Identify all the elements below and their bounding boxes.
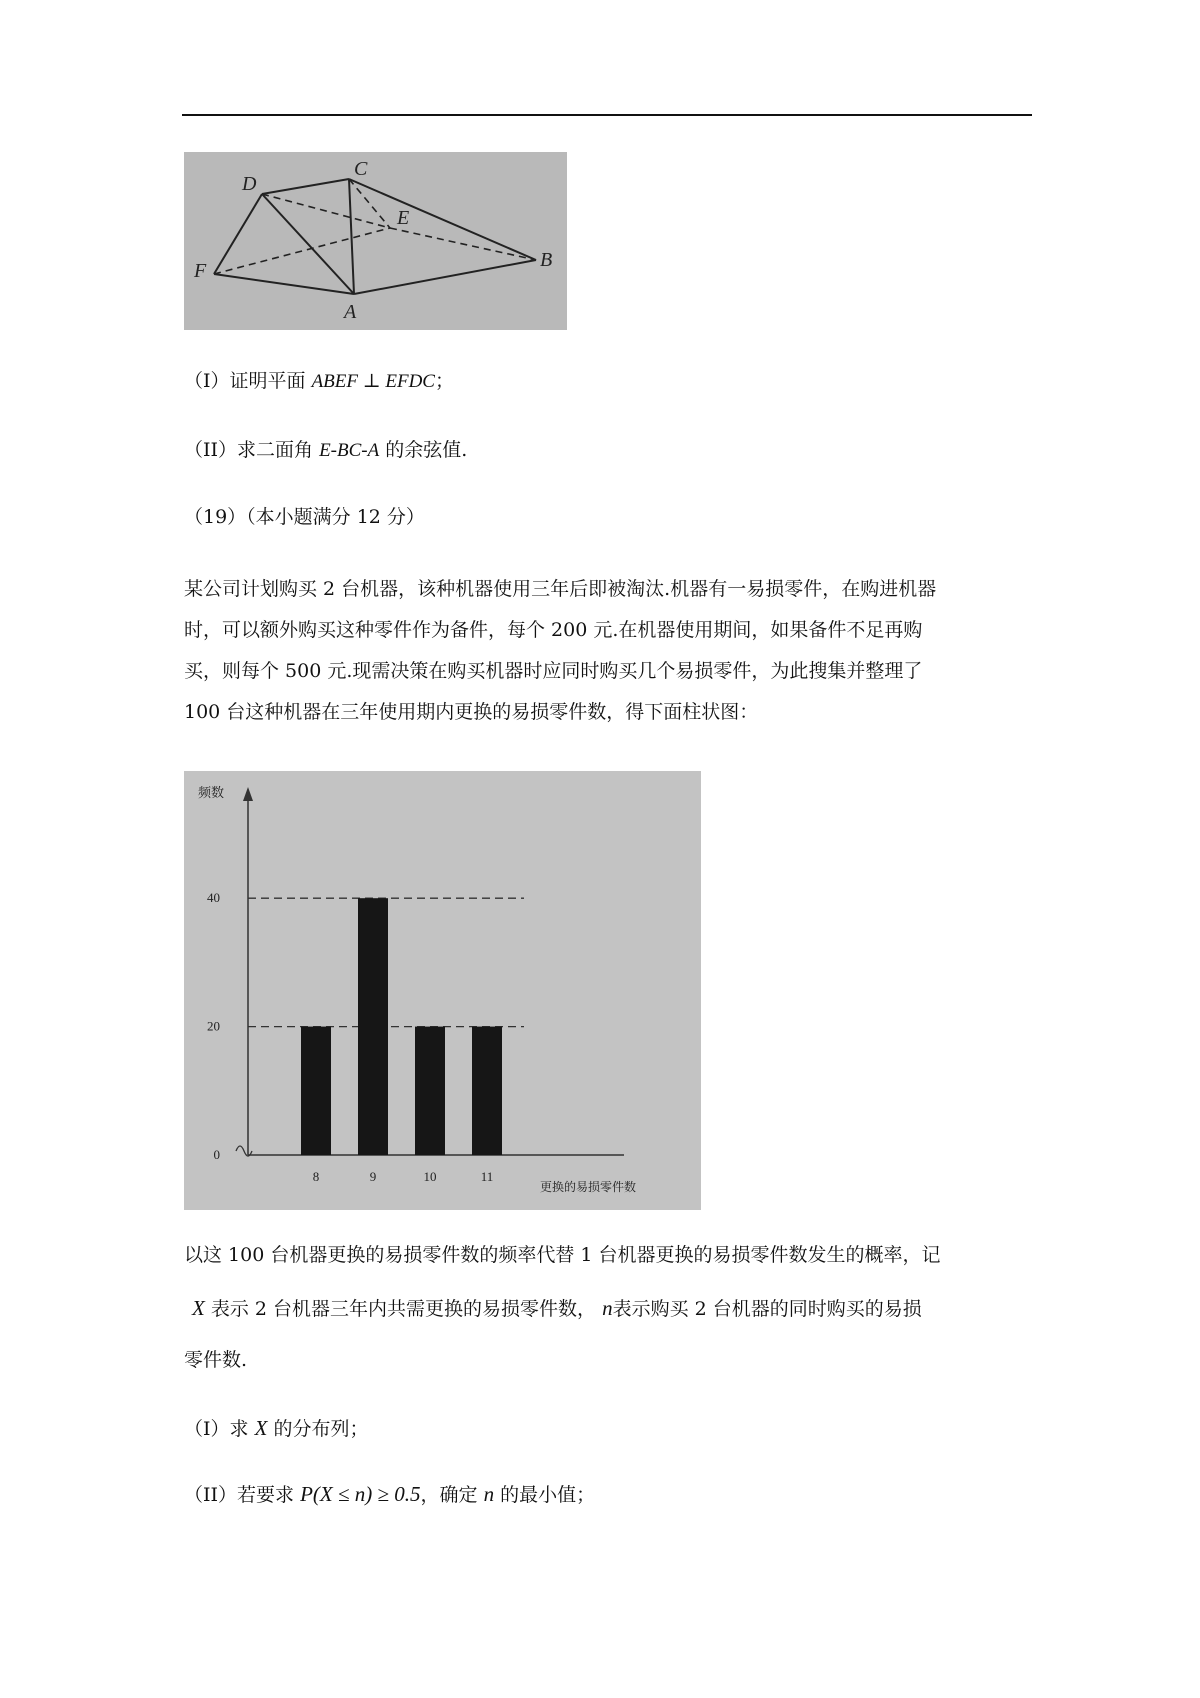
edge-df [214, 194, 262, 274]
y-axis-arrow [243, 787, 253, 801]
q19-intro-line-3: 买，则每个 500 元.现需决策在购买机器时应同时购买几个易损零件，为此搜集并整理了 [184, 660, 923, 682]
q19-after-line-2-end: 表示购买 2 台机器的同时购买的易损 [612, 1298, 922, 1320]
edge-cb [349, 179, 536, 260]
q18-part2 [184, 441, 467, 460]
bar-11 [472, 1027, 502, 1155]
edge-fa [214, 274, 354, 294]
bar-chart-figure [184, 771, 701, 1210]
header-rule [182, 114, 1032, 116]
x-tick-11: 11 [480, 1169, 494, 1184]
y-axis-label: 频数 [198, 785, 225, 800]
label-e: E [397, 207, 410, 229]
edge-ce-dashed [349, 179, 390, 228]
q18-part1-math: ABEF ⊥ EFDC [311, 371, 435, 392]
q19-after-line-2 [192, 1298, 922, 1319]
edge-eb-dashed [390, 228, 536, 260]
polyhedron-svg [184, 152, 567, 330]
q18-part2-math: E-BC-A [319, 440, 380, 461]
q19-after-line-3: 零件数. [184, 1349, 248, 1371]
q18-part1-suffix: ； [434, 370, 454, 392]
q19-intro-line-4: 100 台这种机器在三年使用期内更换的易损零件数，得下面柱状图： [184, 701, 759, 723]
var-n: n [602, 1296, 613, 1320]
q19-part2-var: n [483, 1482, 495, 1506]
edge-de-dashed [262, 194, 390, 228]
bar-9 [358, 898, 388, 1155]
q19-part1-suffix: 的分布列； [273, 1418, 369, 1440]
x-tick-9: 9 [369, 1169, 377, 1184]
q19-part2-prefix: （II）若要求 [184, 1484, 295, 1506]
q19-intro [184, 569, 1034, 733]
q19-intro-line-2: 时，可以额外购买这种零件作为备件，每个 200 元.在机器使用期间，如果备件不足再购 [184, 619, 923, 641]
q19-part2-suffix: 的最小值； [500, 1484, 596, 1506]
q19-part1-prefix: （I）求 [184, 1418, 249, 1440]
q18-part1-prefix: （I）证明平面 [184, 370, 306, 392]
q19-intro-line-1: 某公司计划购买 2 台机器，该种机器使用三年后即被淘汰.机器有一易损零件，在购进机器 [184, 578, 937, 600]
bar-8 [301, 1027, 331, 1155]
label-d: D [242, 173, 257, 195]
bar-chart-svg [184, 771, 701, 1210]
edge-ca [349, 179, 354, 294]
q19-part2 [184, 1484, 595, 1505]
q18-part2-prefix: （II）求二面角 [184, 439, 314, 461]
q19-part2-math: P(X ≤ n) ≥ 0.5 [300, 1482, 421, 1506]
label-c: C [354, 158, 368, 180]
q19-part1-var: X [254, 1416, 268, 1440]
q19-heading: （19）（本小题满分 12 分） [184, 506, 425, 528]
q19-after-line-1: 以这 100 台机器更换的易损零件数的频率代替 1 台机器更换的易损零件数发生的概率，记 [184, 1244, 941, 1266]
edge-ab [354, 260, 536, 294]
label-b: B [540, 249, 553, 271]
label-f: F [194, 260, 207, 282]
x-axis-label: 更换的易损零件数 [540, 1180, 637, 1194]
x-tick-10: 10 [423, 1169, 437, 1184]
y-tick-20: 20 [207, 1018, 220, 1034]
bar-10 [415, 1027, 445, 1155]
edge-dc [262, 179, 349, 194]
q19-after-line-2-mid: 表示 2 台机器三年内共需更换的易损零件数， [210, 1298, 597, 1320]
q18-part1 [184, 372, 454, 391]
q19-part2-mid: ，确定 [420, 1484, 478, 1506]
axis-break-icon [236, 1146, 252, 1156]
q19-part1 [184, 1418, 368, 1439]
x-tick-8: 8 [312, 1169, 320, 1184]
y-tick-0: 0 [213, 1147, 220, 1162]
q18-part2-suffix: 的余弦值. [385, 439, 468, 461]
edge-fe-dashed [214, 228, 390, 274]
var-x: X [192, 1296, 205, 1320]
label-a: A [344, 301, 357, 323]
edge-da [262, 194, 354, 294]
polyhedron-figure [184, 152, 567, 330]
y-tick-40: 40 [207, 890, 220, 906]
